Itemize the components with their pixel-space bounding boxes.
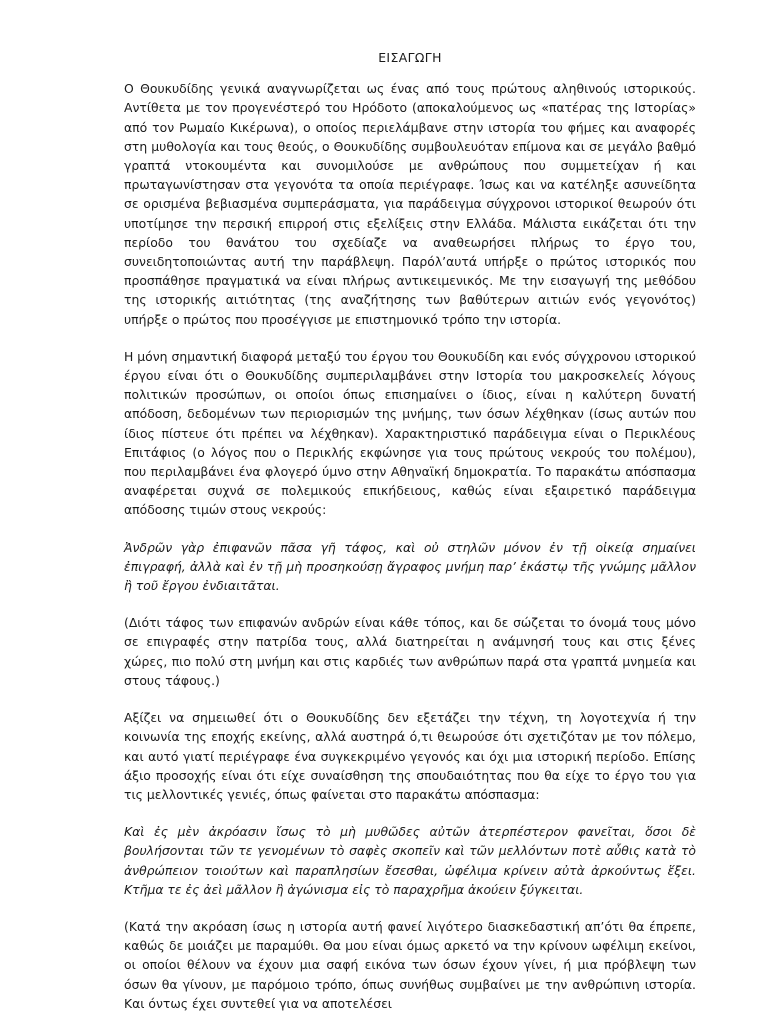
ancient-quote-epitaph: Ἀνδρῶν γὰρ ἐπιφανῶν πᾶσα γῆ τάφος, καὶ οὐ στηλῶν μόνον ἐν τῇ οἰκείᾳ σημαίνει ἐπιγραφή, ἀλλὰ καὶ ἐν τῇ μὴ προσηκούσῃ ἄγραφος μνήμη παρ’ ἑκάστῳ τῆς γνώμης μᾶλλον ἢ τοῦ ἔργου ἐνδιαιτᾶται. (124, 539, 696, 594)
document-title: ΕΙΣΑΓΩΓΗ (378, 50, 442, 65)
ancient-quote-ktema: Καὶ ἐς μὲν ἀκρόασιν ἴσως τὸ μὴ μυθῶδες αὐτῶν ἀτερπέστερον φανεῖται, ὅσοι δὲ βουλήσονται τῶν τε γενομένων τὸ σαφὲς σκοπεῖν καὶ τῶν μελλόντων ποτὲ αὖθις κατὰ τὸ ἀνθρώπειον τοιούτων καὶ παραπλησίων ἔσεσθαι, ὠφέλιμα κρίνειν αὐτὰ ἀρκούντως ἕξει. Κτῆμα τε ἐς ἀεὶ μᾶλλον ἢ ἀγώνισμα εἰς τὸ παραχρῆμα ἀκούειν ξύγκειται. (124, 824, 696, 897)
paragraph-difference: Η μόνη σημαντική διαφορά μεταξύ του έργου του Θουκυδίδη και ενός σύγχρονου ιστορικού έργου είναι ότι ο Θουκυδίδης συμπεριλαμβάνει στην Ιστορία του μακροσκελείς λόγους πολιτικών προσώπων, οι οποίοι όπως επισημαίνει ο ίδιος, είναι η καλύτερη δυνατή απόδοση, δεδομένων των περιορισμών της μνήμης, των όσων λέχθηκαν (ίσως αυτών που ίδιος πίστευε ότι πρέπει να λέχθηκαν). Χαρακτηριστικό παράδειγμα είναι ο Περικλέους Επιτάφιος (ο λόγος που ο Περικλής εκφώνησε για τους πρώτους νεκρούς του πολέμου), που περιλαμβάνει ένα φλογερό ύμνο στην Αθηναϊκή δημοκρατία. Το παρακάτω απόσπασμα αναφέρεται συχνά σε πολεμικούς επικήδειους, καθώς είναι εξαιρετικό παράδειγμα απόδοσης τιμών στους νεκρούς: (124, 348, 696, 518)
paragraph-scope: Αξίζει να σημειωθεί ότι ο Θουκυδίδης δεν εξετάζει την τέχνη, τη λογοτεχνία ή την κοινωνία της εποχής εκείνης, αλλά αυστηρά ό,τι θεωρούσε ότι σχετιζόταν με τον πόλεμο, και αυτό γιατί περιέγραφε ένα συγκεκριμένο γεγονός και όχι μια ιστορική περίοδο. Επίσης άξιο προσοχής είναι ότι είχε συναίσθηση της σπουδαιότητας που θα είχε το έργο του για τις μελλοντικές γενιές, όπως φαίνεται στο παρακάτω απόσπασμα: (124, 710, 696, 802)
translation-ktema: (Κατά την ακρόαση ίσως η ιστορία αυτή φανεί λιγότερο διασκεδαστική απ’ότι θα έπρεπε, καθώς δε μοιάζει με παραμύθι. Θα μου είναι όμως αρκετό να την κρίνουν ωφέλιμη εκείνοι, οι οποίοι θέλουν να έχουν μια σαφή εικόνα των όσων έχουν γίνει, ή μια πρόβλεψη των όσων θα γίνουν, με παρόμοιο τρόπο, όπως συνήθως συμβαίνει με την ανθρώπινη ιστορία. Και όντως έχει συντεθεί για να αποτελέσει (124, 918, 696, 1011)
paragraph-intro: Ο Θουκυδίδης γενικά αναγνωρίζεται ως ένας από τους πρώτους αληθινούς ιστορικούς. Αντίθετα με τον προγενέστερό του Ηρόδοτο (αποκαλούμενος ως «πατέρας της Ιστορίας» από τον Ρωμαίο Κικέρωνα), ο οποίος περιελάμβανε στην ιστορία του φήμες και αναφορές στη μυθολογία και τους θεούς, ο Θουκυδίδης συμβουλευόταν επίμονα και σε μεγάλο βαθμό γραπτά ντοκουμέντα και συνομιλούσε με ανθρώπους που συμμετείχαν ή και πρωταγωνίστησαν στα γεγονότα τα οποία περιέγραφε. Ίσως και να κατέληξε ασυνείδητα σε ορισμένα βεβιασμένα συμπεράσματα, για παράδειγμα σύγχρονοι ιστορικοί θεωρούν ότι υποτίμησε την περσική επιρροή στις εξελίξεις στην Ελλάδα. Μάλιστα εικάζεται ότι την περίοδο του θανάτου του σχεδίαζε να αναθεωρήσει πλήρως το έργο του, συνειδητοποιώντας αυτή την παράβλεψη. Παρόλ’αυτά υπήρξε ο πρώτος ιστορικός που προσπάθησε πραγματικά να είναι πλήρως αντικειμενικός. Με την εισαγωγή της μεθόδου της ιστορικής αιτιότητας (της αναζήτησης των βαθύτερων αιτιών ενός γεγονότος) υπήρξε ο πρώτος που προσέγγισε με επιστημονικό τρόπο την ιστορία. (124, 81, 696, 327)
document-page (124, 48, 696, 1031)
translation-epitaph: (Διότι τάφος των επιφανών ανδρών είναι κάθε τόπος, και δε σώζεται το όνομά τους μόνο σε επιγραφές στην πατρίδα τους, αλλά διατηρείται η ανάμνησή τους και στις ξένες χώρες, πιο πολύ στη μνήμη και στις καρδιές των ανθρώπων παρά στα γραπτά μνημεία και στους τάφους.) (124, 615, 696, 688)
